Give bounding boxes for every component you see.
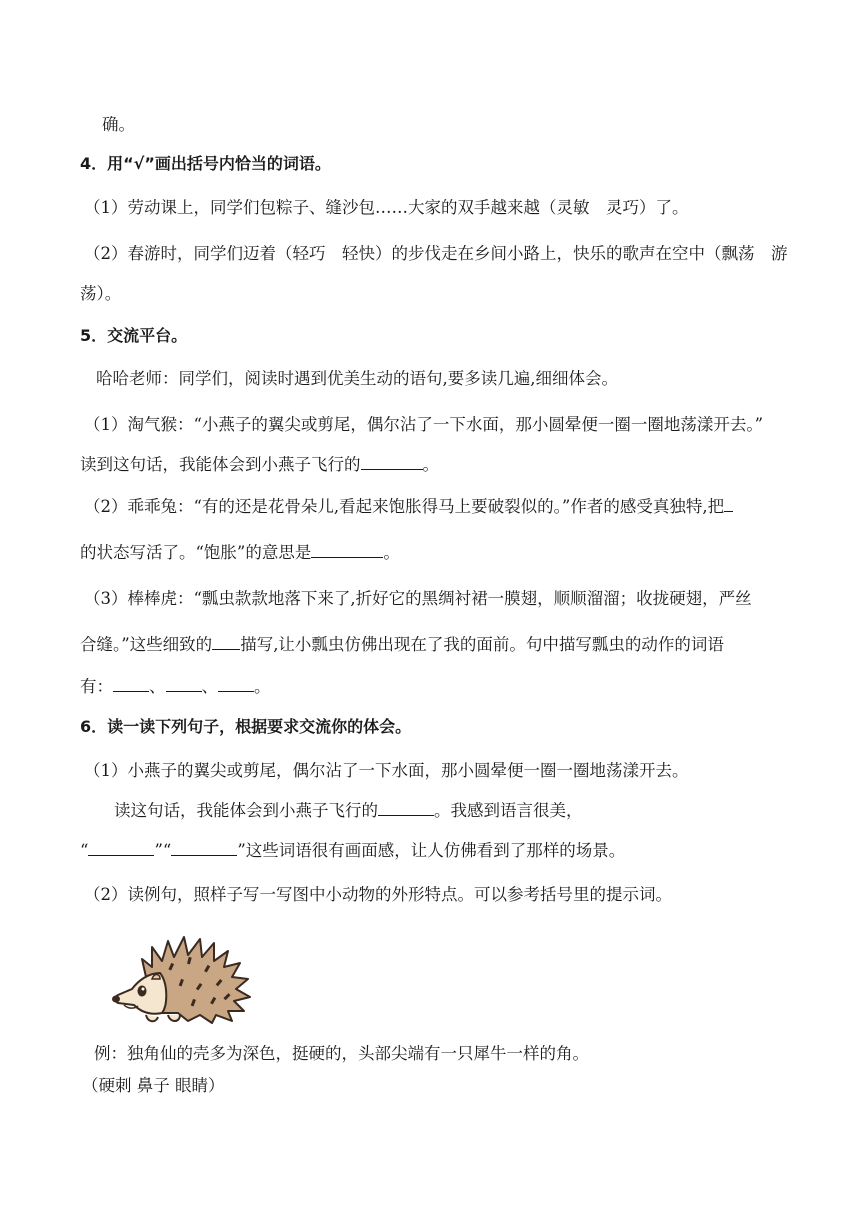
question-6-item-1-cont2	[80, 840, 625, 862]
answer-blank[interactable]	[171, 840, 237, 856]
question-4-item-1: （1）劳动课上，同学们包粽子、缝沙包……大家的双手越来越（灵敏 灵巧）了。	[84, 198, 689, 217]
text: “	[80, 841, 89, 860]
text-line: 确。	[102, 115, 135, 134]
answer-blank[interactable]	[311, 542, 383, 558]
question-6-item-1: （1）小燕子的翼尖或剪尾，偶尔沾了一下水面，那小圆晕便一圈一圈地荡漾开去。	[84, 761, 689, 780]
text: 。	[383, 543, 400, 562]
text: 。	[422, 455, 439, 474]
answer-blank[interactable]	[212, 634, 240, 650]
text: 。我感到语言很美，	[434, 801, 583, 820]
text: 读这句话，我能体会到小燕子飞行的	[114, 801, 378, 820]
text: 的状态写活了。“饱胀”的意思是	[80, 543, 312, 562]
text: 描写,让小瓢虫仿佛出现在了我的面前。句中描写瓢虫的动作的词语	[240, 635, 724, 654]
question-5-item-3-cont2	[80, 676, 271, 698]
question-6-item-2: （2）读例句，照样子写一写图中小动物的外形特点。可以参考括号里的提示词。	[84, 885, 672, 904]
text: 有：	[80, 677, 113, 696]
question-5-item-1: （1）淘气猴：“小燕子的翼尖或剪尾，偶尔沾了一下水面，那小圆晕便一圈一圈地荡漾开去。”	[84, 415, 764, 434]
hedgehog-foot	[168, 1015, 180, 1021]
question-5-item-1-cont	[80, 454, 439, 476]
question-4-item-2: （2）春游时，同学们迈着（轻巧 轻快）的步伐走在乡间小路上，快乐的歌声在空中（飘荡 游	[84, 244, 788, 263]
hedgehog-foot	[146, 1015, 158, 1021]
text: （2）乖乖兔：“有的还是花骨朵儿,看起来饱胀得马上要破裂似的。”作者的感受真独特,把	[84, 497, 725, 516]
text: 。	[254, 677, 271, 696]
text: 合缝。”这些细致的	[80, 635, 213, 654]
answer-blank[interactable]	[361, 454, 423, 470]
example-sentence: 例：独角仙的壳多为深色，挺硬的，头部尖端有一只犀牛一样的角。	[94, 1044, 589, 1063]
question-5-intro: 哈哈老师：同学们，阅读时遇到优美生动的语句,要多读几遍,细细体会。	[96, 369, 618, 388]
question-5-item-2-cont	[80, 542, 400, 564]
text: 读到这句话，我能体会到小燕子飞行的	[80, 455, 361, 474]
question-5-item-3-cont	[80, 634, 724, 656]
answer-blank[interactable]	[88, 840, 154, 856]
answer-blank[interactable]	[378, 800, 434, 816]
answer-blank[interactable]	[218, 676, 254, 692]
question-6-title: 6．读一读下列句子，根据要求交流你的体会。	[80, 717, 412, 736]
text: 、	[201, 677, 218, 696]
question-5-title: 5．交流平台。	[80, 326, 188, 345]
question-5-item-3: （3）棒棒虎：“瓢虫款款地落下来了,折好它的黑绸衬裙一膜翅，顺顺溜溜；收拢硬翅，严丝	[84, 589, 752, 608]
hedgehog-eye-icon	[138, 986, 147, 997]
answer-blank[interactable]	[166, 676, 202, 692]
hedgehog-illustration	[108, 933, 256, 1025]
answer-blank[interactable]	[113, 676, 149, 692]
text: ”这些词语很有画面感，让人仿佛看到了那样的场景。	[237, 841, 626, 860]
answer-blank[interactable]	[724, 496, 733, 512]
question-4-item-2-cont: 荡）。	[80, 284, 122, 303]
hedgehog-nose-icon	[112, 996, 120, 1003]
text: 、	[149, 677, 166, 696]
hint-words: （硬刺 鼻子 眼睛）	[82, 1076, 225, 1095]
question-4-title: 4．用“√”画出括号内恰当的词语。	[80, 154, 331, 173]
question-6-item-1-cont	[114, 800, 583, 822]
text: ”“	[154, 841, 172, 860]
question-5-item-2	[84, 496, 733, 518]
